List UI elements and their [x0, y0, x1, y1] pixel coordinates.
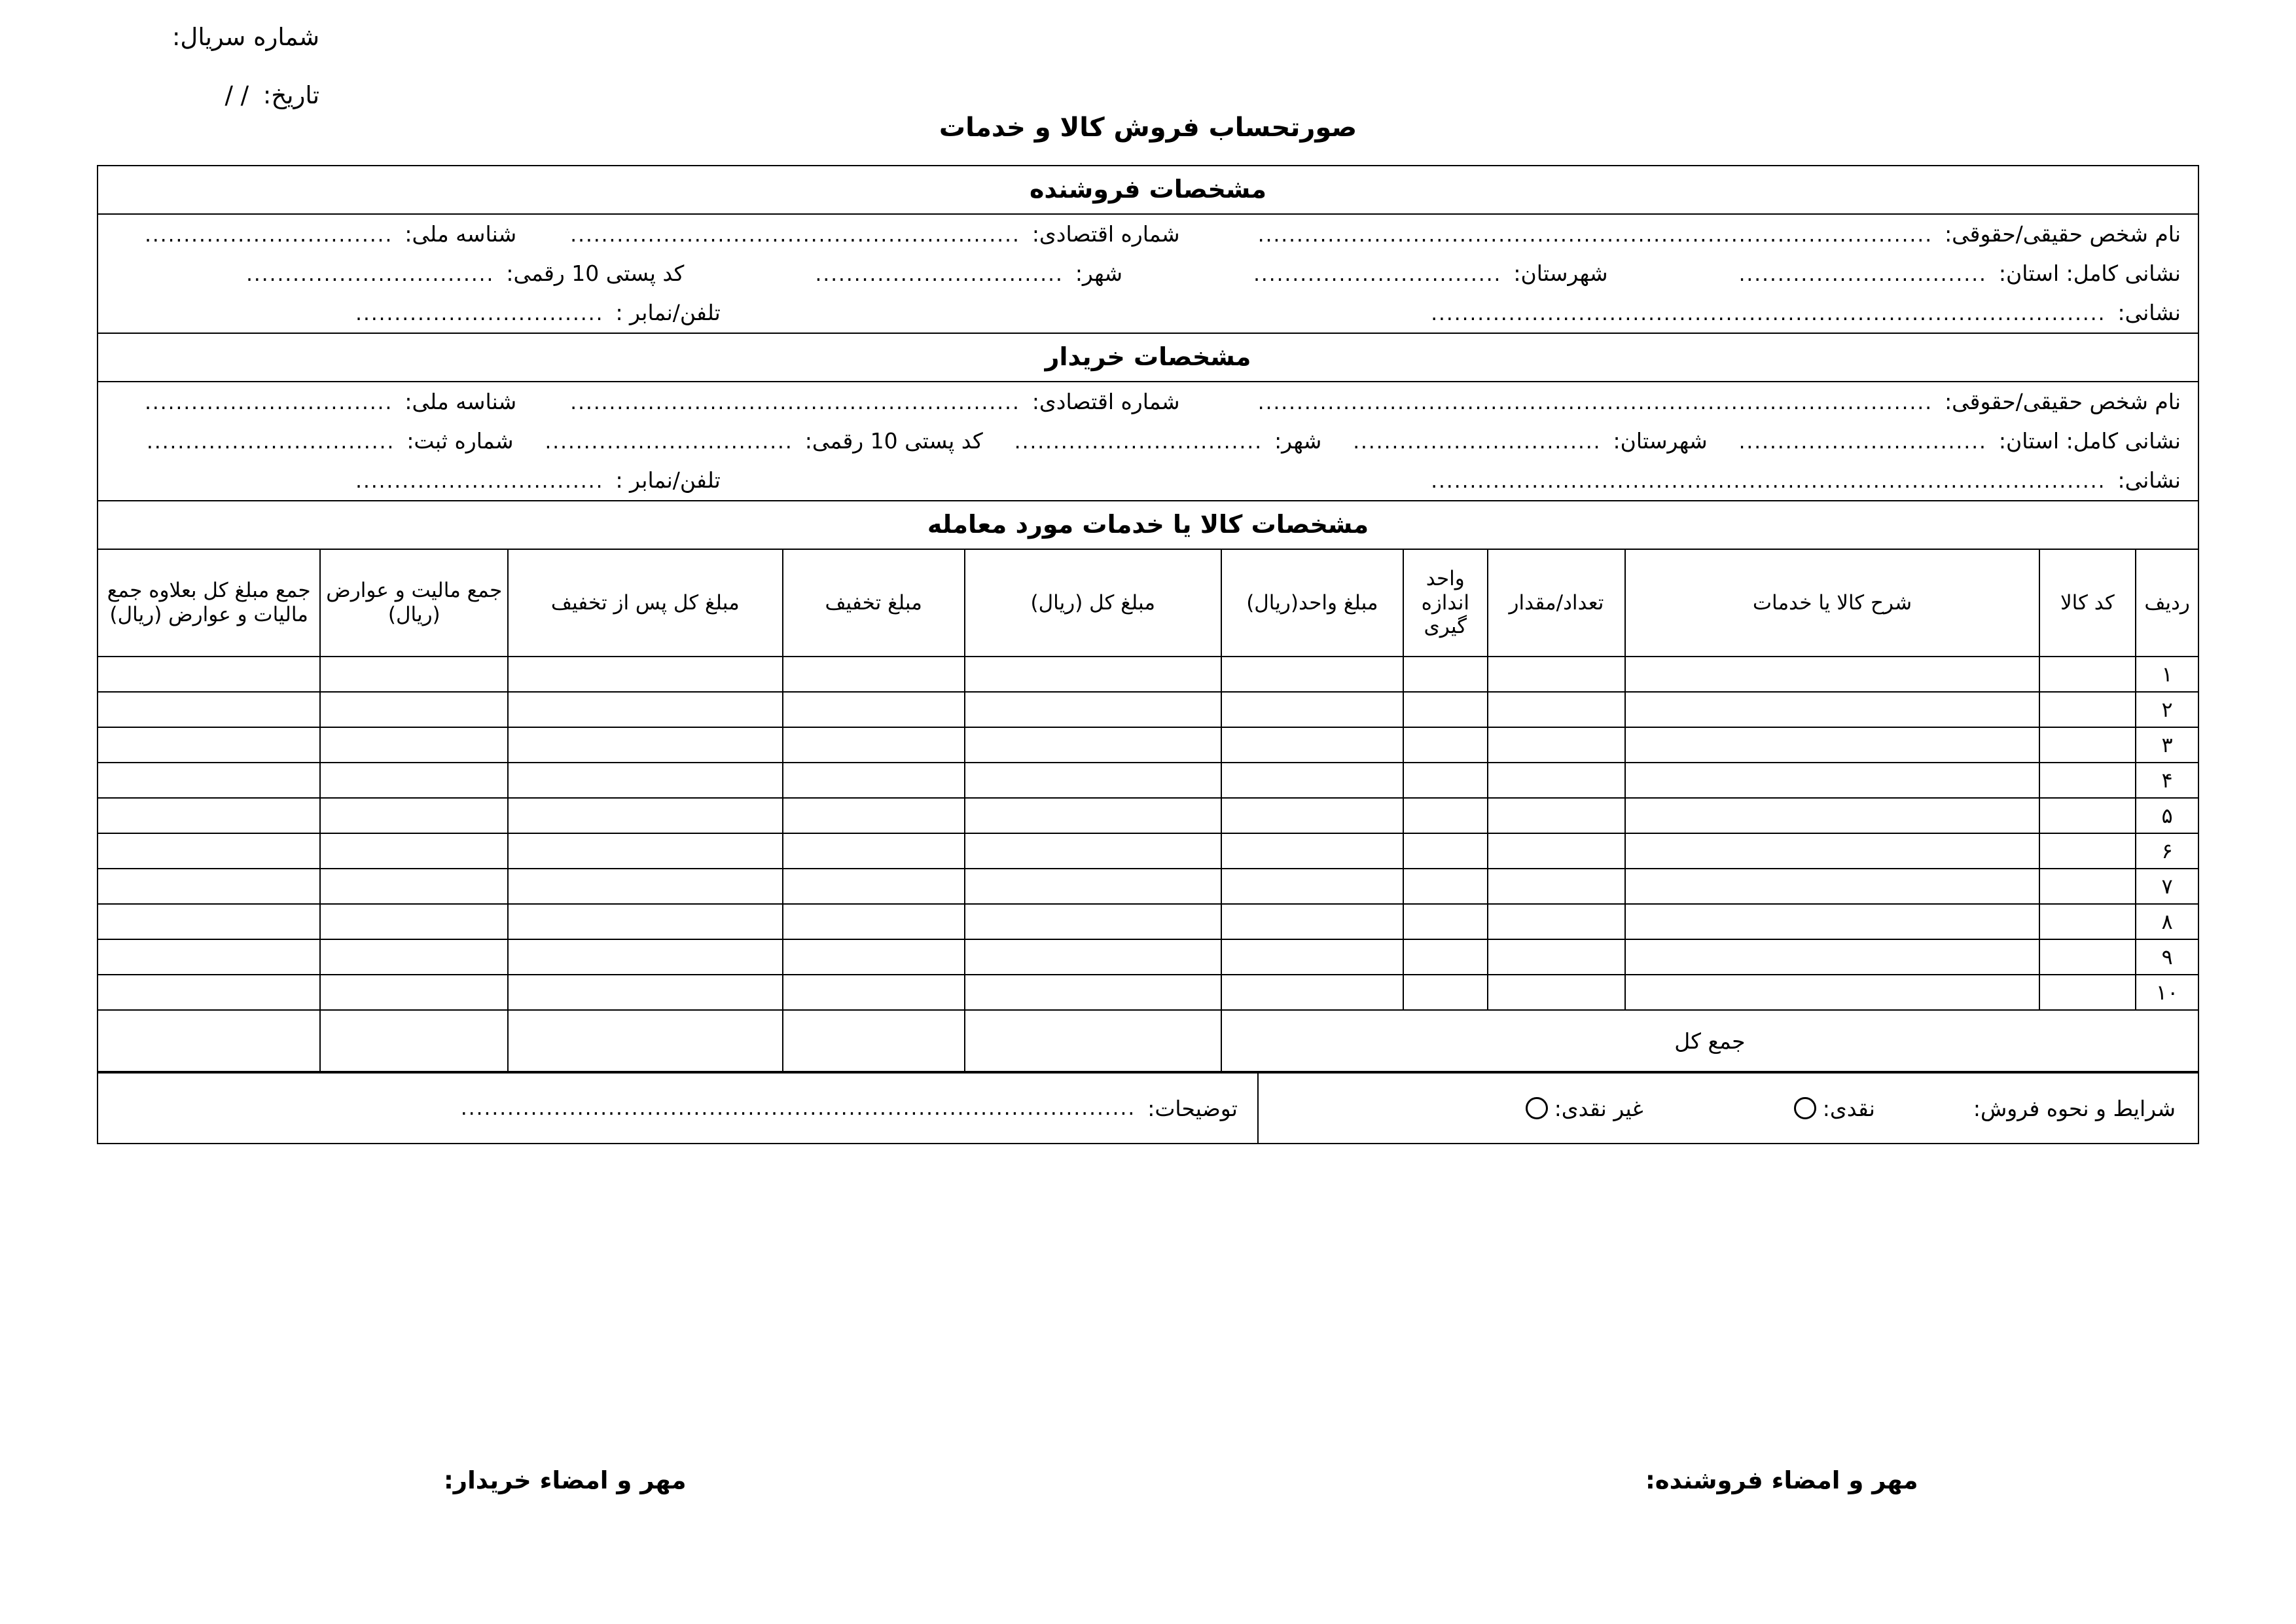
top-meta-block [0, 25, 319, 107]
buyer-registration-number-label: شماره ثبت: [406, 428, 514, 454]
sale-conditions-row [98, 1072, 2198, 1143]
cell-unit-price[interactable] [1221, 727, 1403, 763]
sale-conditions-label: شرایط و نحوه فروش: [1973, 1095, 2176, 1121]
seller-signature-label: مهر و امضاء فروشنده: [1645, 1466, 1918, 1494]
buyer-province-field[interactable]: ................................ [1738, 432, 1987, 452]
table-row [98, 727, 2198, 763]
table-row [98, 692, 2198, 727]
cell-qty[interactable] [1488, 904, 1626, 939]
cell-desc[interactable] [1625, 657, 2039, 692]
buyer-address-field[interactable]: ....................................................................................... [1431, 471, 2106, 492]
buyer-postal-code-label: کد پستی 10 رقمی: [804, 428, 983, 454]
cell-desc[interactable] [1625, 904, 2039, 939]
buyer-address-label: نشانی: [2117, 467, 2181, 493]
cell-unit[interactable] [1403, 975, 1488, 1010]
buyer-county-field[interactable]: ................................ [1353, 432, 1602, 452]
col-header-discount: مبلغ تخفیف [783, 550, 965, 657]
cell-qty[interactable] [1488, 833, 1626, 869]
cell-unit[interactable] [1403, 763, 1488, 798]
table-row [98, 657, 2198, 692]
cell-tax[interactable] [320, 763, 508, 798]
cell-code[interactable] [2039, 657, 2136, 692]
goods-table-body [98, 657, 2198, 1072]
cell-code[interactable] [2039, 763, 2136, 798]
buyer-row-contact [98, 461, 2198, 500]
goods-section-header: مشخصات کالا یا خدمات مورد معامله [98, 501, 2198, 550]
cell-after-discount[interactable] [508, 939, 782, 975]
cell-tax[interactable] [320, 939, 508, 975]
seller-info-block [98, 215, 2198, 334]
seller-phone-label: تلفن/نمابر : [615, 300, 721, 325]
cell-after-discount[interactable] [508, 975, 782, 1010]
table-row [98, 833, 2198, 869]
cell-qty[interactable] [1488, 763, 1626, 798]
seller-economic-code-label: شماره اقتصادی: [1031, 221, 1180, 247]
buyer-national-id-label: شناسه ملی: [404, 389, 517, 414]
cell-qty[interactable] [1488, 798, 1626, 833]
date-line [0, 83, 319, 107]
cell-discount[interactable] [783, 904, 965, 939]
cell-after-discount[interactable] [508, 727, 782, 763]
cell-desc[interactable] [1625, 833, 2039, 869]
cell-grand-total[interactable] [98, 692, 320, 727]
seller-province-field[interactable]: ................................ [1738, 264, 1987, 285]
cell-code[interactable] [2039, 904, 2136, 939]
seller-section-header: مشخصات فروشنده [98, 166, 2198, 215]
buyer-section-header: مشخصات خریدار [98, 334, 2198, 382]
buyer-postal-code-field[interactable]: ................................ [545, 432, 793, 452]
seller-county-field[interactable]: ................................ [1253, 264, 1502, 285]
table-row [98, 798, 2198, 833]
cell-grand-total[interactable] [98, 904, 320, 939]
credit-radio-icon[interactable] [1526, 1097, 1548, 1119]
cell-discount[interactable] [783, 939, 965, 975]
buyer-row-identity [98, 382, 2198, 422]
cell-unit-price[interactable] [1221, 692, 1403, 727]
cell-discount[interactable] [783, 763, 965, 798]
cell-tax[interactable] [320, 727, 508, 763]
serial-number-label: شماره سریال: [171, 23, 319, 51]
cell-total[interactable] [965, 692, 1221, 727]
col-header-desc: شرح کالا یا خدمات [1625, 550, 2039, 657]
buyer-county-label: شهرستان: [1613, 428, 1708, 454]
cell-code[interactable] [2039, 939, 2136, 975]
cell-total[interactable] [965, 657, 1221, 692]
seller-postal-code-label: کد پستی 10 رقمی: [506, 261, 685, 286]
cell-after-discount[interactable] [508, 833, 782, 869]
cell-unit-price[interactable] [1221, 763, 1403, 798]
cell-unit-price[interactable] [1221, 798, 1403, 833]
seller-row-contact [98, 293, 2198, 333]
buyer-signature-label: مهر و امضاء خریدار: [444, 1466, 687, 1494]
col-header-unit-price: مبلغ واحد(ریال) [1221, 550, 1403, 657]
seller-phone-field[interactable]: ................................ [355, 304, 604, 324]
grand-total-row [98, 1010, 2198, 1072]
buyer-economic-code-field[interactable]: .......................................................... [570, 393, 1020, 413]
cell-total[interactable] [965, 939, 1221, 975]
grand-total-cell-grand[interactable] [98, 1010, 320, 1072]
page-title: صورتحساب فروش کالا و خدمات [939, 113, 1357, 143]
buyer-national-id-field[interactable]: ................................ [145, 393, 393, 413]
cell-tax[interactable] [320, 657, 508, 692]
cash-radio-icon[interactable] [1794, 1097, 1816, 1119]
sale-conditions-options [1257, 1074, 2198, 1143]
cell-desc[interactable] [1625, 975, 2039, 1010]
notes-label: توضیحات: [1147, 1095, 1238, 1121]
cell-after-discount[interactable] [508, 798, 782, 833]
col-header-tax: جمع مالیت و عوارض (ریال) [320, 550, 508, 657]
cell-unit[interactable] [1403, 833, 1488, 869]
seller-national-id-label: شناسه ملی: [404, 221, 517, 247]
cell-unit-price[interactable] [1221, 869, 1403, 904]
cell-tax[interactable] [320, 798, 508, 833]
cell-after-discount[interactable] [508, 692, 782, 727]
buyer-phone-label: تلفن/نمابر : [615, 467, 721, 493]
cell-unit-price[interactable] [1221, 904, 1403, 939]
cell-unit[interactable] [1403, 939, 1488, 975]
cell-qty[interactable] [1488, 939, 1626, 975]
buyer-province-label: نشانی کامل: استان: [1998, 428, 2181, 454]
goods-table-header-row [98, 550, 2198, 657]
col-header-after-discount: مبلغ کل پس از تخفیف [508, 550, 782, 657]
cell-total[interactable] [965, 798, 1221, 833]
cell-desc[interactable] [1625, 692, 2039, 727]
cell-unit-price[interactable] [1221, 975, 1403, 1010]
notes-field[interactable]: ....................................................................................... [460, 1096, 1136, 1120]
seller-city-label: شهر: [1075, 261, 1122, 286]
cell-desc[interactable] [1625, 869, 2039, 904]
table-row [98, 939, 2198, 975]
cell-total[interactable] [965, 763, 1221, 798]
table-row [98, 904, 2198, 939]
cell-total[interactable] [965, 727, 1221, 763]
cell-total[interactable] [965, 975, 1221, 1010]
cell-grand-total[interactable] [98, 657, 320, 692]
grand-total-label: جمع کل [1221, 1010, 2198, 1072]
signature-area [97, 1466, 2199, 1494]
cell-unit[interactable] [1403, 657, 1488, 692]
grand-total-cell-after-discount[interactable] [508, 1010, 782, 1072]
seller-row-address [98, 254, 2198, 293]
cell-discount[interactable] [783, 975, 965, 1010]
row-number: ۳ [2136, 727, 2198, 763]
cell-code[interactable] [2039, 727, 2136, 763]
cell-tax[interactable] [320, 904, 508, 939]
row-number: ۷ [2136, 869, 2198, 904]
cell-desc[interactable] [1625, 763, 2039, 798]
invoice-frame [97, 165, 2199, 1144]
col-header-grand-total: جمع مبلغ کل بعلاوه جمع مالیات و عوارض (ریال) [98, 550, 320, 657]
col-header-qty: تعداد/مقدار [1488, 550, 1626, 657]
cell-after-discount[interactable] [508, 657, 782, 692]
cell-desc[interactable] [1625, 798, 2039, 833]
row-number: ۹ [2136, 939, 2198, 975]
buyer-city-field[interactable]: ................................ [1014, 432, 1263, 452]
cell-tax[interactable] [320, 975, 508, 1010]
table-row [98, 763, 2198, 798]
cell-after-discount[interactable] [508, 869, 782, 904]
cash-option-label: نقدی: [1822, 1095, 1875, 1121]
cell-unit[interactable] [1403, 904, 1488, 939]
cell-desc[interactable] [1625, 939, 2039, 975]
credit-option-label: غیر نقدی: [1554, 1095, 1643, 1121]
cell-qty[interactable] [1488, 657, 1626, 692]
seller-economic-code-field[interactable]: .......................................................... [570, 225, 1020, 245]
cell-unit-price[interactable] [1221, 833, 1403, 869]
cell-unit-price[interactable] [1221, 939, 1403, 975]
seller-name-field[interactable]: ....................................................................................... [1257, 225, 1933, 245]
cell-tax[interactable] [320, 833, 508, 869]
cell-unit[interactable] [1403, 692, 1488, 727]
cell-qty[interactable] [1488, 727, 1626, 763]
seller-city-field[interactable]: ................................ [815, 264, 1064, 285]
cell-unit[interactable] [1403, 798, 1488, 833]
cell-unit[interactable] [1403, 869, 1488, 904]
cell-discount[interactable] [783, 727, 965, 763]
seller-county-label: شهرستان: [1513, 261, 1608, 286]
cell-qty[interactable] [1488, 692, 1626, 727]
cell-discount[interactable] [783, 798, 965, 833]
buyer-city-label: شهر: [1274, 428, 1322, 454]
cell-tax[interactable] [320, 869, 508, 904]
table-row [98, 975, 2198, 1010]
col-header-total: مبلغ کل (ریال) [965, 550, 1221, 657]
row-number: ۵ [2136, 798, 2198, 833]
row-number: ۶ [2136, 833, 2198, 869]
buyer-info-block [98, 382, 2198, 501]
credit-option[interactable] [1526, 1096, 1643, 1121]
table-row [98, 869, 2198, 904]
seller-row-identity [98, 215, 2198, 254]
buyer-row-address [98, 422, 2198, 461]
cell-grand-total[interactable] [98, 939, 320, 975]
col-header-unit: واحد اندازه گیری [1403, 550, 1488, 657]
cell-discount[interactable] [783, 833, 965, 869]
seller-postal-code-field[interactable]: ................................ [246, 264, 495, 285]
cell-discount[interactable] [783, 657, 965, 692]
cell-total[interactable] [965, 833, 1221, 869]
row-number: ۱ [2136, 657, 2198, 692]
cell-unit[interactable] [1403, 727, 1488, 763]
cell-total[interactable] [965, 869, 1221, 904]
cell-discount[interactable] [783, 692, 965, 727]
cell-code[interactable] [2039, 975, 2136, 1010]
cell-total[interactable] [965, 904, 1221, 939]
cash-option[interactable] [1643, 1096, 1875, 1121]
row-number: ۸ [2136, 904, 2198, 939]
row-number: ۴ [2136, 763, 2198, 798]
seller-address-label: نشانی: [2117, 300, 2181, 325]
cell-after-discount[interactable] [508, 904, 782, 939]
cell-code[interactable] [2039, 798, 2136, 833]
buyer-name-label: نام شخص حقیقی/حقوقی: [1945, 389, 2181, 414]
cell-tax[interactable] [320, 692, 508, 727]
col-header-code: کد کالا [2039, 550, 2136, 657]
cell-qty[interactable] [1488, 975, 1626, 1010]
cell-grand-total[interactable] [98, 869, 320, 904]
row-number: ۱۰ [2136, 975, 2198, 1010]
buyer-registration-number-field[interactable]: ................................ [146, 432, 395, 452]
seller-address-field[interactable]: ....................................................................................... [1431, 304, 2106, 324]
goods-table [98, 550, 2198, 1072]
seller-national-id-field[interactable]: ................................ [145, 225, 393, 245]
col-header-radif: ردیف [2136, 550, 2198, 657]
grand-total-cell-discount[interactable] [783, 1010, 965, 1072]
grand-total-cell-tax[interactable] [320, 1010, 508, 1072]
cell-unit-price[interactable] [1221, 657, 1403, 692]
cell-desc[interactable] [1625, 727, 2039, 763]
cell-code[interactable] [2039, 833, 2136, 869]
cell-qty[interactable] [1488, 869, 1626, 904]
seller-name-label: نام شخص حقیقی/حقوقی: [1945, 221, 2181, 247]
buyer-economic-code-label: شماره اقتصادی: [1031, 389, 1180, 414]
buyer-phone-field[interactable]: ................................ [355, 471, 604, 492]
seller-province-label: نشانی کامل: استان: [1998, 261, 2181, 286]
cell-discount[interactable] [783, 869, 965, 904]
cell-grand-total[interactable] [98, 798, 320, 833]
notes-area [98, 1074, 1257, 1143]
cell-grand-total[interactable] [98, 833, 320, 869]
cell-code[interactable] [2039, 692, 2136, 727]
cell-code[interactable] [2039, 869, 2136, 904]
date-value: / / [224, 81, 249, 109]
cell-grand-total[interactable] [98, 763, 320, 798]
date-label: تاریخ: [262, 81, 319, 109]
row-number: ۲ [2136, 692, 2198, 727]
cell-after-discount[interactable] [508, 763, 782, 798]
grand-total-cell-total[interactable] [965, 1010, 1221, 1072]
buyer-name-field[interactable]: ....................................................................................... [1257, 393, 1933, 413]
cell-grand-total[interactable] [98, 975, 320, 1010]
cell-grand-total[interactable] [98, 727, 320, 763]
serial-number-line [0, 25, 319, 49]
